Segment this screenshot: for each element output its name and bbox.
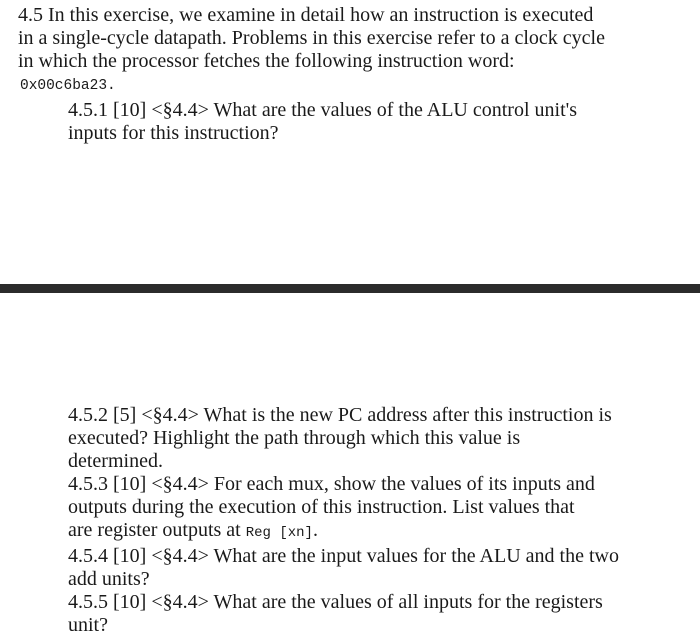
page-divider <box>0 284 700 293</box>
question-line: outputs during the execution of this instruction. List values that <box>68 496 575 518</box>
question-4-5-3 <box>18 473 690 545</box>
question-line: determined. <box>68 450 163 472</box>
question-line-suffix: . <box>312 519 318 541</box>
question-line: 4.5.4 [10] <§4.4> What are the input values for the ALU and the two <box>68 545 619 567</box>
question-line: 4.5.5 [10] <§4.4> What are the values of all inputs for the registers <box>68 591 603 613</box>
exercise-intro <box>18 4 690 73</box>
question-line: 4.5.1 [10] <§4.4> What are the values of the ALU control unit's <box>68 99 578 121</box>
question-4-5-5 <box>18 591 690 637</box>
question-line: unit? <box>68 614 108 636</box>
question-line: inputs for this instruction? <box>68 122 279 144</box>
instruction-word: 0x00c6ba23. <box>20 78 116 94</box>
question-4-5-2 <box>18 404 690 473</box>
question-4-5-4 <box>18 545 690 591</box>
intro-line: in a single-cycle datapath. Problems in this exercise refer to a clock cycle <box>18 27 605 49</box>
question-line-prefix: are register outputs at <box>68 519 246 541</box>
question-line: executed? Highlight the path through which this value is <box>68 427 521 449</box>
intro-line: in which the processor fetches the following instruction word: <box>18 50 515 72</box>
bottom-section <box>18 404 690 637</box>
intro-line: 4.5 In this exercise, we examine in detail how an instruction is executed <box>18 4 594 26</box>
question-4-5-1 <box>18 99 690 145</box>
question-line: add units? <box>68 568 150 590</box>
question-line: 4.5.2 [5] <§4.4> What is the new PC address after this instruction is <box>68 404 612 426</box>
register-notation: Reg [xn] <box>245 525 313 541</box>
question-line: 4.5.3 [10] <§4.4> For each mux, show the values of its inputs and <box>68 473 595 495</box>
top-section <box>18 4 690 145</box>
